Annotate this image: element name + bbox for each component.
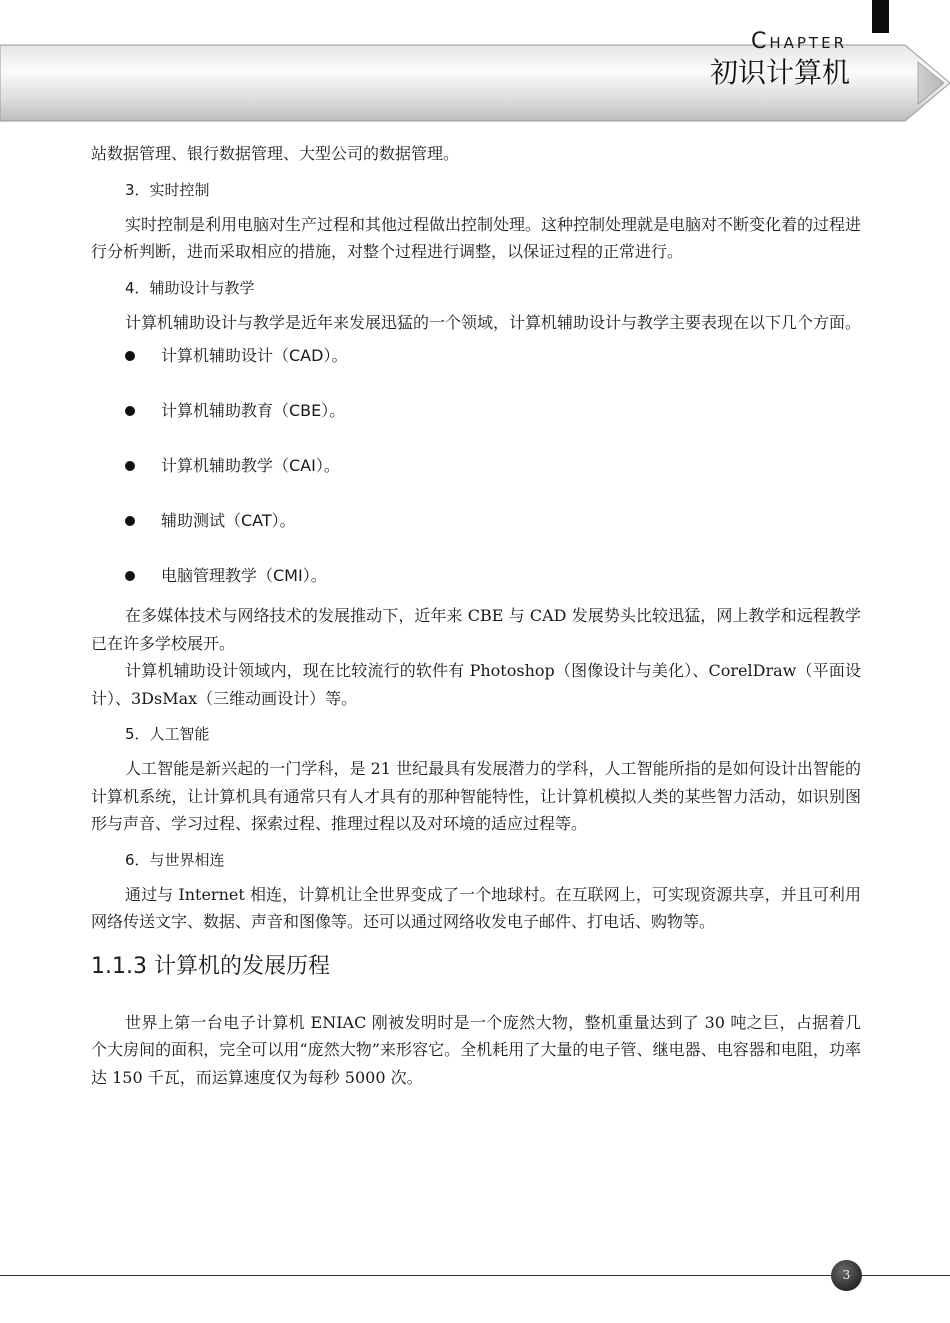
corner-tab-decoration: [872, 0, 889, 33]
list-item: [91, 562, 861, 598]
list-item: [91, 397, 861, 452]
chapter-label: Chapter: [750, 29, 847, 54]
section-5-body: 人工智能是新兴起的一门学科，是 21 世纪最具有发展潜力的学科，人工智能所指的是如何设计出智能的计算机系统，让计算机具有通常只有人才具有的那种智能特性，让计算机模拟人类的某些智力活动，如识别图形与声音、学习过程、探索过程、推理过程以及对环境的适应过程等。: [91, 759, 861, 833]
section-6-body: 通过与 Internet 相连，计算机让全世界变成了一个地球村。在互联网上，可实现资源共享，并且可利用网络传送文字、数据、声音和图像等。还可以通过网络收发电子邮件、打电话、购物等。: [91, 884, 861, 931]
subsection-body: 世界上第一台电子计算机 ENIAC 刚被发明时是一个庞然大物，整机重量达到了 30 吨之巨，占据着几个大房间的面积，完全可以用“庞然大物”来形容它。全机耗用了大量的电子管、继电器、电容器和电阻，功率达 150 千瓦，而运算速度仅为每秒 5000 次。: [91, 1012, 861, 1087]
bullet-dot-icon: [125, 571, 135, 581]
subsection-heading: 1.1.3 计算机的发展历程: [91, 953, 330, 979]
bullet-dot-icon: [125, 461, 135, 471]
bullet-dot-icon: [125, 351, 135, 361]
list-item: [91, 452, 861, 507]
section-4-paragraph-multimedia: 在多媒体技术与网络技术的发展推动下，近年来 CBE 与 CAD 发展势头比较迅猛，网上教学和远程教学已在许多学校展开。: [91, 606, 861, 653]
list-item-text: 辅助测试（CAT）。: [161, 511, 296, 530]
chapter-title: 初识计算机: [709, 56, 850, 89]
bullet-list: [91, 342, 861, 598]
section-3-title: 3．实时控制: [125, 180, 210, 199]
list-item-text: 计算机辅助教学（CAI）。: [161, 456, 340, 475]
list-item-text: 计算机辅助教育（CBE）。: [161, 401, 346, 420]
list-item: [91, 342, 861, 397]
section-6-title: 6．与世界相连: [125, 850, 225, 869]
page-content: [91, 140, 861, 1091]
section-4-title: 4．辅助设计与教学: [125, 278, 255, 297]
paragraph-intro-tail: 站数据管理、银行数据管理、大型公司的数据管理。: [91, 144, 460, 163]
section-4-paragraph-software: 计算机辅助设计领域内，现在比较流行的软件有 Photoshop（图像设计与美化）、CorelDraw（平面设计）、3DsMax（三维动画设计）等。: [91, 661, 861, 708]
section-5-title: 5．人工智能: [125, 725, 210, 743]
list-item-text: 电脑管理教学（CMI）。: [161, 566, 327, 585]
list-item: [91, 507, 861, 562]
page-number: 3: [831, 1260, 862, 1291]
bullet-dot-icon: [125, 516, 135, 526]
footer-rule: [0, 1275, 950, 1276]
section-3-body: 实时控制是利用电脑对生产过程和其他过程做出控制处理。这种控制处理就是电脑对不断变化着的过程进行分析判断，进而采取相应的措施，对整个过程进行调整，以保证过程的正常进行。: [91, 214, 862, 261]
list-item-text: 计算机辅助设计（CAD）。: [161, 346, 348, 365]
bullet-dot-icon: [125, 406, 135, 416]
section-4-body: 计算机辅助设计与教学是近年来发展迅猛的一个领域，计算机辅助设计与教学主要表现在以下几个方面。: [125, 312, 862, 332]
